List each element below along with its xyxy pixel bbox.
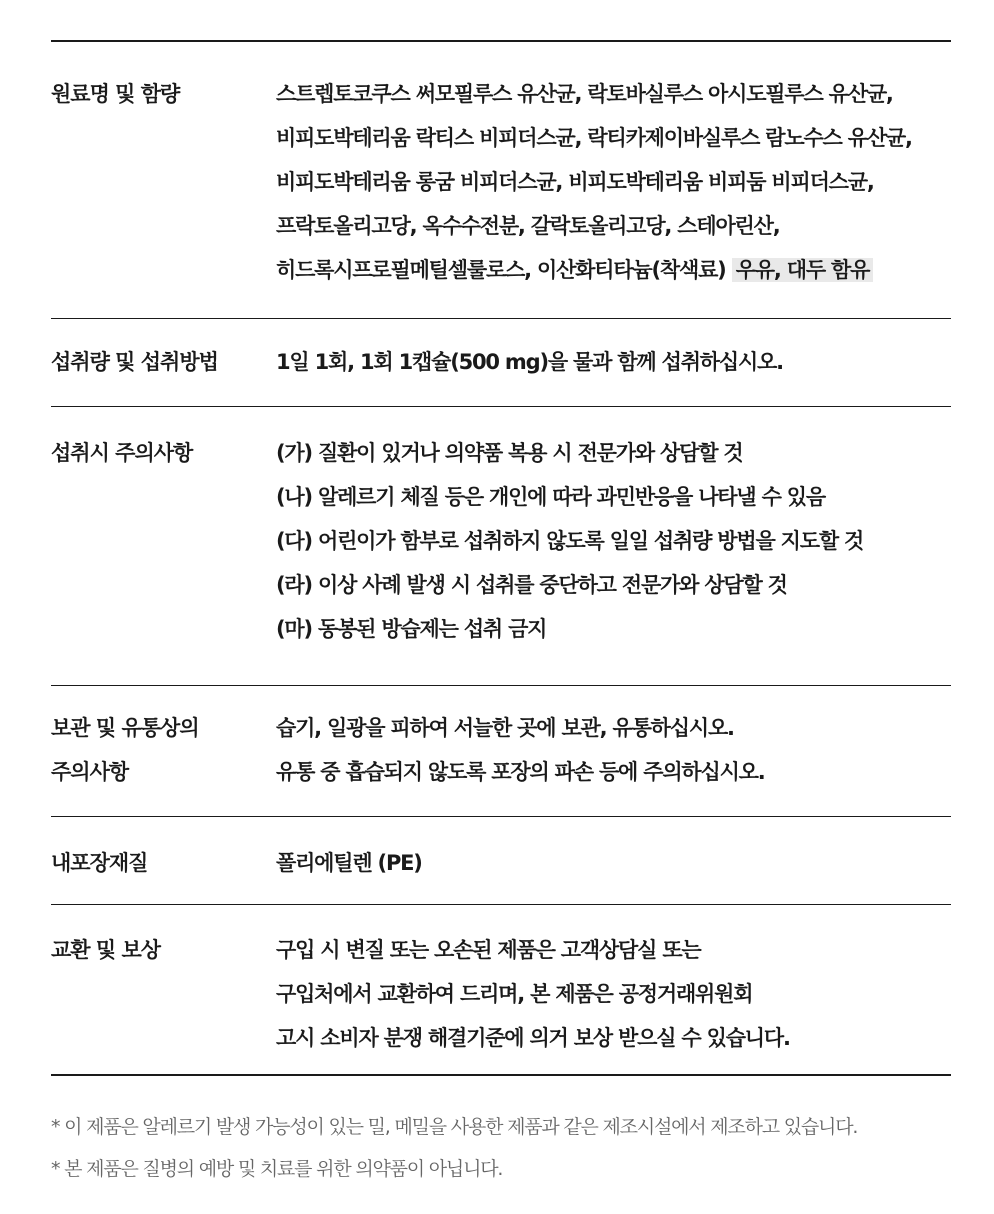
value-line [276,248,951,292]
packaging-row [51,816,951,904]
intake-value [276,340,951,406]
value-line: 비피도박테리움 롱굼 비피더스균, 비피도박테리움 비피둠 비피더스균, [276,170,874,194]
product-info-table [51,40,951,1076]
storage-row [51,685,951,816]
value-line: 스트렙토코쿠스 써모필루스 유산균, 락토바실루스 아시도필루스 유산균, [276,82,893,106]
value-line: 구입처에서 교환하여 드리며, 본 제품은 공정거래위원회 [276,982,753,1006]
value-text: 히드록시프로필메틸셀룰로스, 이산화티타늄(착색료) [276,258,726,282]
row-label [51,928,276,1074]
non-medicine-note: * 본 제품은 질병의 예방 및 치료를 위한 의약품이 아닙니다. [51,1158,503,1180]
value-line: (나) 알레르기 체질 등은 개인에 따라 과민반응을 나타낼 수 있음 [276,485,825,509]
label-line: 섭취시 주의사항 [51,441,193,465]
cautions-value [276,431,951,685]
value-line: 1일 1회, 1회 1캡슐(500 mg)을 물과 함께 섭취하십시오. [276,350,783,374]
cautions-row [51,406,951,685]
label-line: 주의사항 [51,760,129,784]
packaging-value [276,841,951,904]
exchange-value [276,928,951,1074]
allergen-highlight: 우유, 대두 함유 [732,258,874,282]
label-line: 내포장재질 [51,851,148,875]
allergy-note: * 이 제품은 알레르기 발생 가능성이 있는 밀, 메밀을 사용한 제품과 같은 제조시설에서 제조하고 있습니다. [51,1116,858,1138]
value-line: 폴리에틸렌 (PE) [276,851,422,875]
row-label [51,841,276,904]
exchange-row [51,904,951,1074]
row-label [51,706,276,816]
value-line: 비피도박테리움 락티스 비피더스균, 락티카제이바실루스 람노수스 유산균, [276,126,912,150]
footnotes [51,1106,951,1190]
value-line: (마) 동봉된 방습제는 섭취 금지 [276,617,547,641]
label-line: 교환 및 보상 [51,938,161,962]
value-line: 고시 소비자 분쟁 해결기준에 의거 보상 받으실 수 있습니다. [276,1026,790,1050]
value-line: (라) 이상 사례 발생 시 섭취를 중단하고 전문가와 상담할 것 [276,573,787,597]
label-line: 원료명 및 함량 [51,82,180,106]
ingredients-value [276,72,951,318]
storage-value [276,706,951,816]
row-label [51,340,276,406]
value-line: 유통 중 흡습되지 않도록 포장의 파손 등에 주의하십시오. [276,760,765,784]
value-line: 습기, 일광을 피하여 서늘한 곳에 보관, 유통하십시오. [276,716,734,740]
value-line: (가) 질환이 있거나 의약품 복용 시 전문가와 상담할 것 [276,441,743,465]
value-line: (다) 어린이가 함부로 섭취하지 않도록 일일 섭취량 방법을 지도할 것 [276,529,864,553]
label-line: 섭취량 및 섭취방법 [51,350,218,374]
row-label [51,72,276,318]
label-line: 보관 및 유통상의 [51,716,199,740]
value-line: 프락토올리고당, 옥수수전분, 갈락토올리고당, 스테아린산, [276,214,780,238]
row-label [51,431,276,685]
intake-row [51,318,951,406]
value-line: 구입 시 변질 또는 오손된 제품은 고객상담실 또는 [276,938,701,962]
ingredients-row [51,42,951,318]
